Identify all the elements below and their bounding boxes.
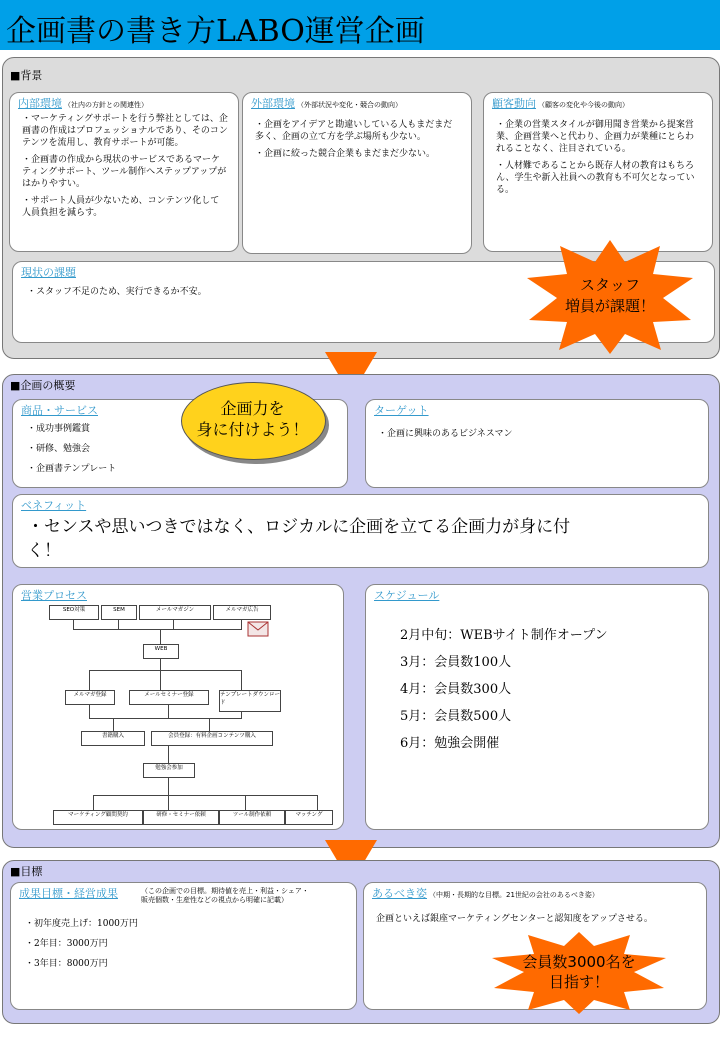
overview-label: ■企画の概要 xyxy=(10,379,76,392)
products-title: 商品・サービス xyxy=(21,404,98,417)
external-item: ・企画に絞った競合企業もまだまだ少ない。 xyxy=(255,149,436,159)
schedule-title: スケジュール xyxy=(374,589,440,602)
staff-burst-text: スタッフ 増員が課題！ xyxy=(564,276,655,315)
process-seo: SEO対策 xyxy=(49,605,99,620)
target-box xyxy=(365,399,709,488)
vision-title: あるべき姿 xyxy=(372,887,427,900)
process-matching: マッチング xyxy=(285,810,333,825)
process-study: 勉強会参加 xyxy=(143,763,195,778)
schedule-item: 4月：会員数300人 xyxy=(400,682,512,697)
issue-item: ・スタッフ不足のため、実行できるか不安。 xyxy=(27,287,207,297)
process-template-dl: テンプレートダウンロード xyxy=(219,690,281,712)
title-bar xyxy=(0,0,720,50)
process-sem: SEM xyxy=(101,605,137,620)
goals-label: ■目標 xyxy=(10,865,43,878)
internal-item: ・サポート人員が少ないため、コンテンツ化して人員負担を減らす。 xyxy=(22,196,220,218)
sales-process-flowchart xyxy=(13,585,343,829)
results-box xyxy=(10,882,357,1010)
page-title: 企画書の書き方LABO運営企画 xyxy=(6,14,425,49)
schedule-item: 6月：勉強会開催 xyxy=(400,736,500,751)
sales-process-title: 営業プロセス xyxy=(21,589,87,602)
customer-trend-title: 顧客動向 xyxy=(492,97,536,110)
results-item: ・2年目：3000万円 xyxy=(25,939,108,949)
results-item: ・3年目：8000万円 xyxy=(25,959,108,969)
process-marketing: マーケティング顧問契約 xyxy=(53,810,143,825)
target-item: ・企画に興味のあるビジネスマン xyxy=(378,429,513,439)
process-mag-ad: メルマガ広告 xyxy=(213,605,271,620)
internal-item: ・マーケティングサポートを行う弊社としては、企画書の作成はプロフェッショナルであり、そのコンテンツを流用し、教育サポートが可能。 xyxy=(22,114,228,148)
process-book: 書籍購入 xyxy=(81,731,145,746)
customer-item: ・企業の営業スタイルが御用聞き営業から提案営業、企画営業へと代わり、企画力が業種にとらわれることなく、注目されている。 xyxy=(496,120,695,154)
process-tool: ツール制作依頼 xyxy=(219,810,285,825)
schedule-item: 2月中旬：WEBサイト制作オープン xyxy=(400,628,608,643)
schedule-item: 5月：会員数500人 xyxy=(400,709,512,724)
benefit-text: く！ xyxy=(27,541,61,561)
external-environment-title: 外部環境 xyxy=(251,97,295,110)
external-environment-subtitle: （外部状況や変化・競合の動向） xyxy=(297,101,402,109)
process-magazine: メールマガジン xyxy=(139,605,211,620)
customer-item: ・人材難であることから既存人材の教育はもちろん、学生や新入社員への教育も不可欠となっている。 xyxy=(496,161,695,195)
planning-power-oval-text: 企画力を 身に付けよう！ xyxy=(196,399,309,439)
process-seminar-reg: メールセミナー登録 xyxy=(129,690,209,705)
process-web: WEB xyxy=(143,644,179,659)
product-item: ・成功事例鑑賞 xyxy=(27,424,91,434)
external-item: ・企画をアイデアと勘違いしている人もまだまだ多く、企画の立て方を学ぶ場所も少ない。 xyxy=(255,120,453,142)
envelope-icon xyxy=(247,621,269,637)
internal-item: ・企画書の作成から現状のサービスであるマーケティングサポート、ツール制作へステップアップがはかりやすい。 xyxy=(22,155,227,189)
target-title: ターゲット xyxy=(374,404,429,417)
product-item: ・企画書テンプレート xyxy=(27,464,117,474)
sales-process-box xyxy=(12,584,344,830)
benefit-title: ベネフィット xyxy=(21,499,87,512)
results-title: 成果目標・経営成果 xyxy=(19,887,118,900)
process-mag-reg: メルマガ登録 xyxy=(65,690,115,705)
external-environment-box xyxy=(242,92,472,254)
results-subtitle: （この企画での目標。期待値を売上・利益・シェア・ 販売個数・生産性などの視点から明確に記載） xyxy=(141,887,309,904)
benefit-box xyxy=(12,494,709,568)
vision-text: 企画といえば銀座マーケティングセンターと認知度をアップさせる。 xyxy=(376,914,653,924)
vision-subtitle: （中期・長期的な目標。21世紀の会社のあるべき姿） xyxy=(429,891,599,899)
current-issues-title: 現状の課題 xyxy=(21,266,76,279)
product-item: ・研修、勉強会 xyxy=(27,444,91,454)
members-burst-text: 会員数3000名を 目指す！ xyxy=(522,953,636,991)
background-label: ■背景 xyxy=(10,69,43,82)
benefit-text: ・センスや思いつきではなく、ロジカルに企画を立てる企画力が身に付 xyxy=(27,517,571,537)
customer-trend-subtitle: （顧客の変化や今後の動向） xyxy=(538,101,629,109)
internal-environment-title: 内部環境 xyxy=(18,97,62,110)
customer-trend-box xyxy=(483,92,713,252)
schedule-item: 3月：会員数100人 xyxy=(400,655,512,670)
internal-environment-subtitle: （社内の方針との関連性） xyxy=(64,101,148,109)
results-item: ・初年度売上げ：1000万円 xyxy=(25,919,138,929)
process-member: 会員登録：有料企画コンテンツ購入 xyxy=(151,731,273,746)
schedule-box xyxy=(365,584,709,830)
process-training: 研修・セミナー依頼 xyxy=(143,810,219,825)
internal-environment-box xyxy=(9,92,239,252)
